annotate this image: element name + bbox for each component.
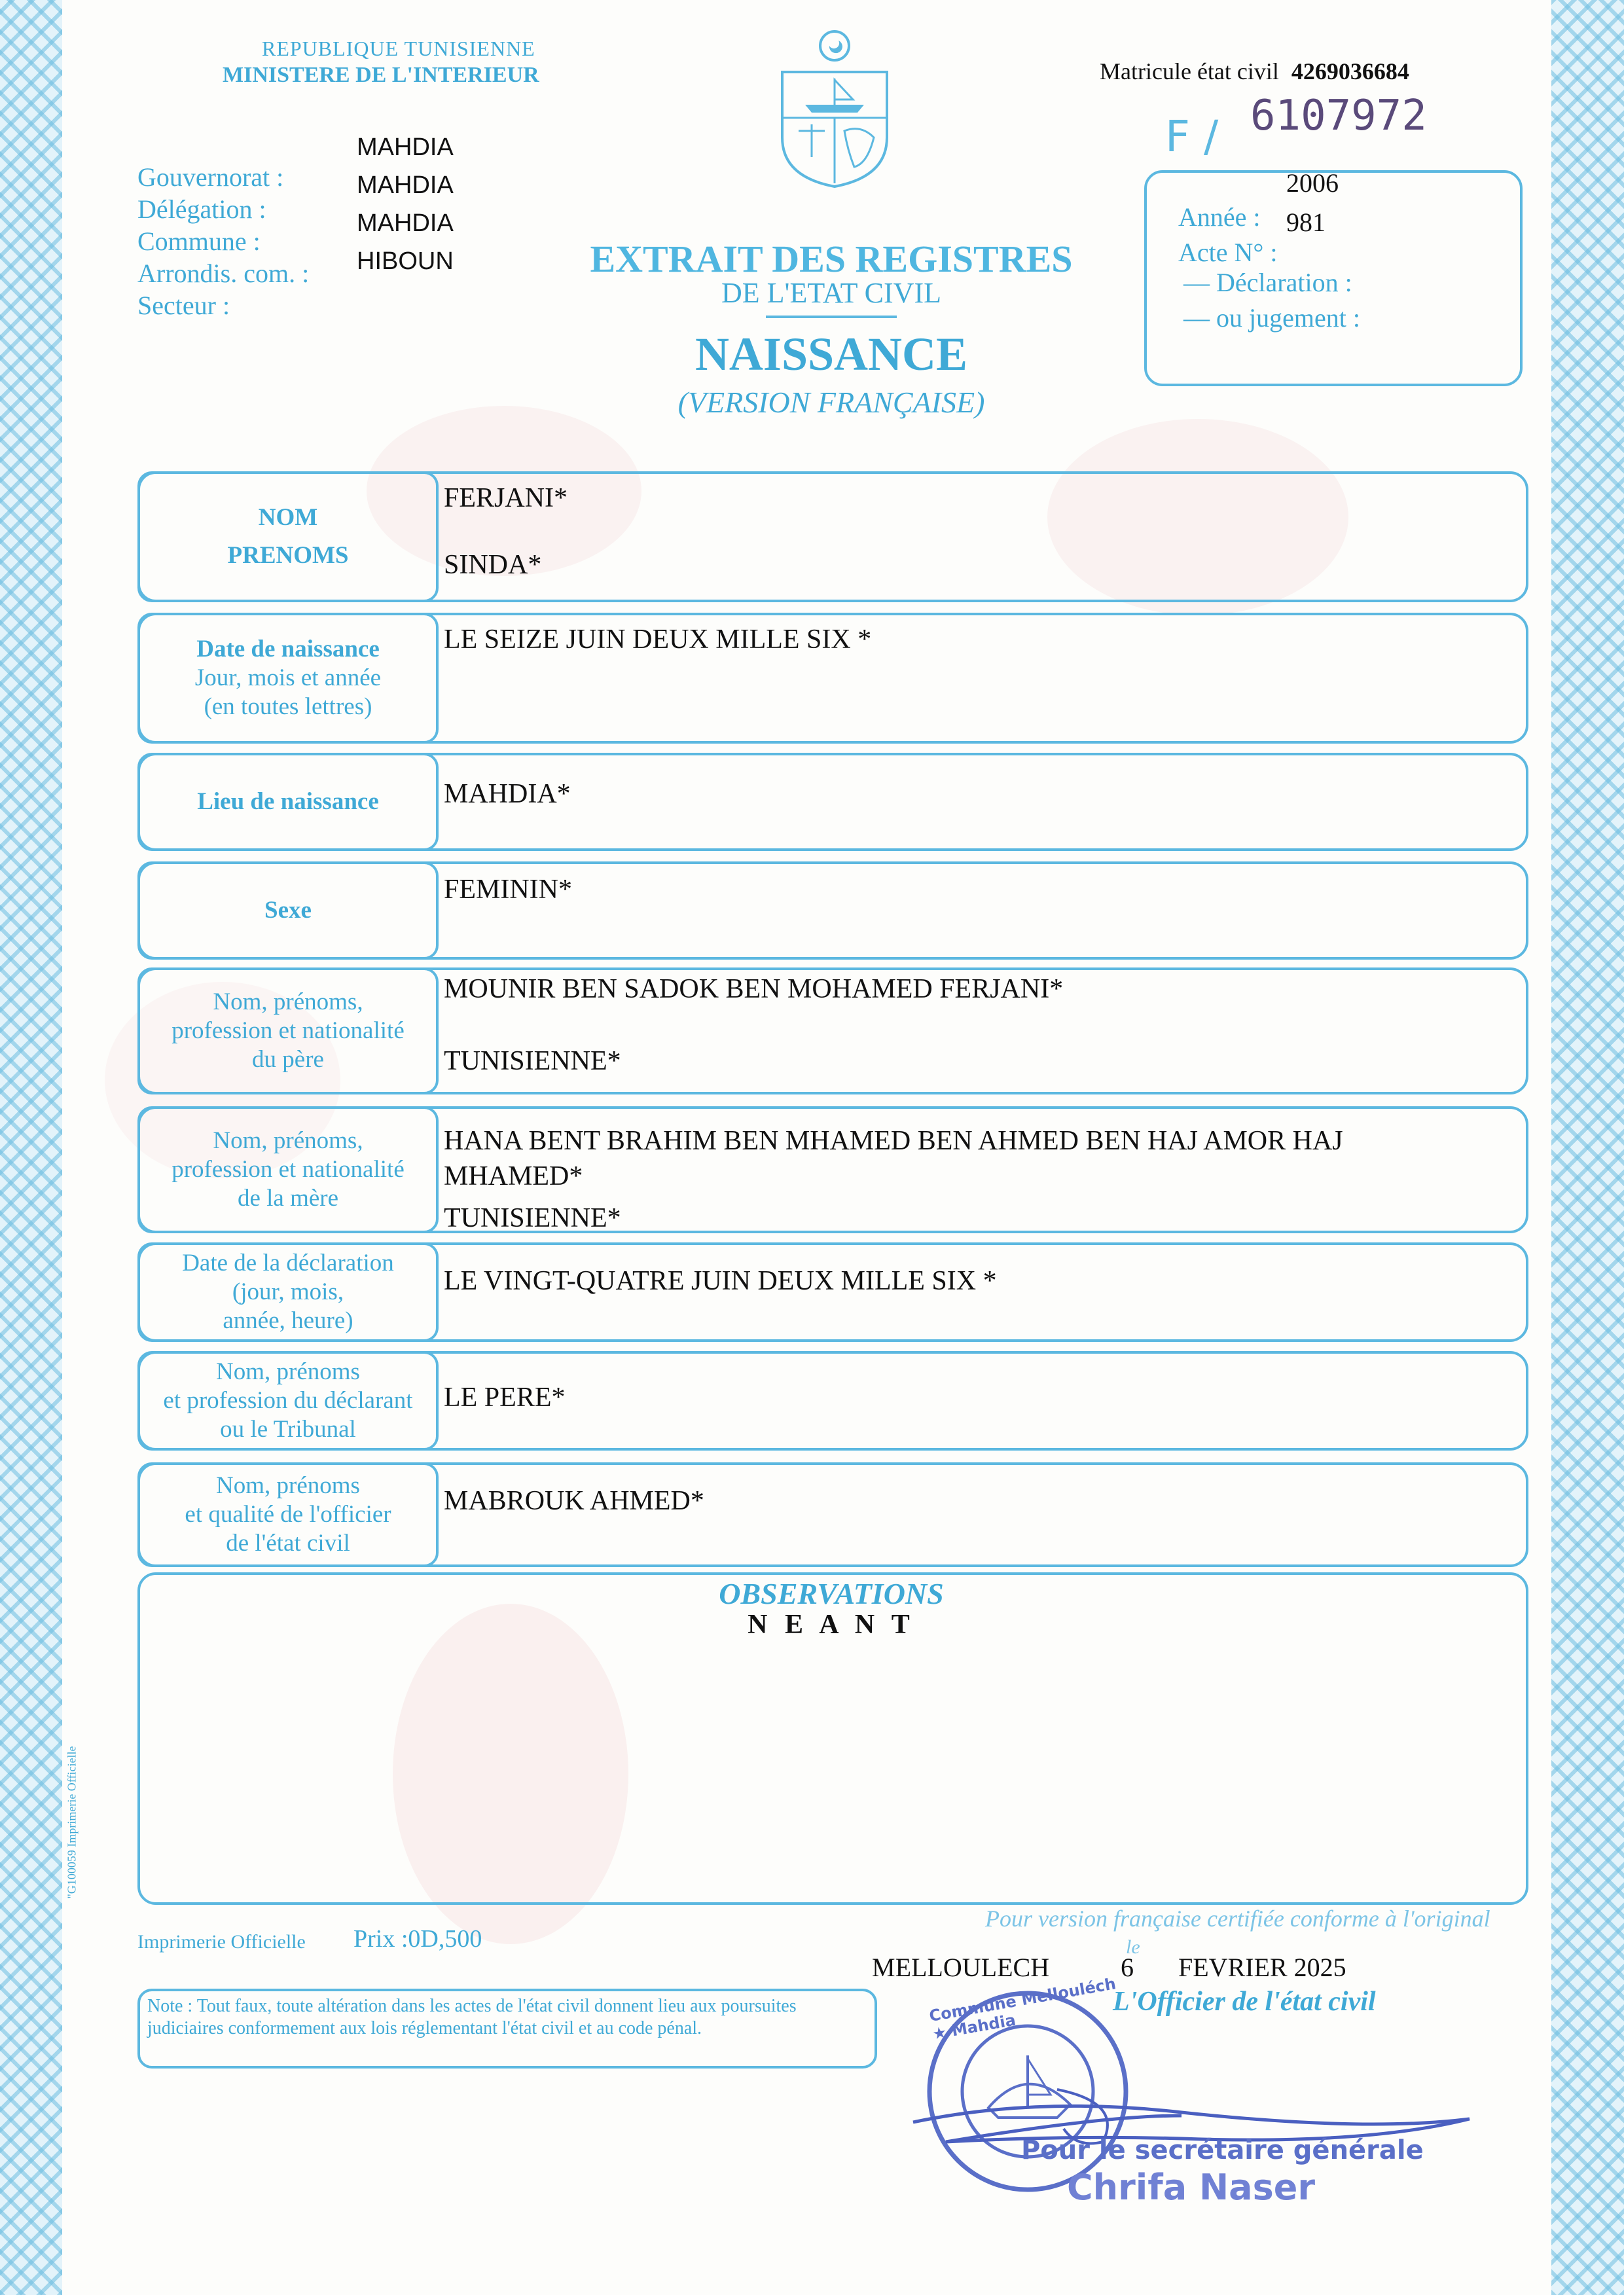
secteur-label: Secteur : [137, 291, 230, 320]
jugement-label: — ou jugement : [1183, 303, 1360, 333]
certified-statement: Pour version française certifiée conforme à l'original [985, 1906, 1490, 1932]
side-printer-code: "G100059 Imprimerie Officielle [65, 1746, 79, 1899]
stamp-ring-text: Commune Mellouléch ★ Mahdia [928, 1974, 1117, 2044]
sexe-label: Sexe [264, 897, 312, 924]
annee-label: Année : [1178, 202, 1261, 232]
lieu-label: Lieu de naissance [197, 788, 379, 815]
officer-title: L'Officier de l'état civil [1113, 1987, 1376, 2017]
declaration-date-sublabel: année, heure) [223, 1307, 353, 1334]
lieu-label-cell [137, 753, 439, 851]
commune-label: Commune : [137, 226, 261, 256]
mere-name-value-cont: MHAMED* [444, 1161, 583, 1191]
legal-note: Note : Tout faux, toute altération dans les actes de l'état civil donnent lieu aux poursuites judiciaires conformement aux lois réglementant l'état civil et au code pénal. [147, 1996, 797, 2038]
declarant-value: LE PERE* [444, 1382, 566, 1413]
version-francaise: (VERSION FRANÇAISE) [677, 386, 985, 419]
observations-value: N E A N T [748, 1610, 915, 1640]
signature-line-1: Pour le secrétaire générale [1021, 2135, 1424, 2165]
mere-label-line: de la mère [237, 1185, 339, 1212]
declarant-label-line: Nom, prénoms [216, 1358, 360, 1385]
document-subtitle: DE L'ETAT CIVIL [721, 277, 941, 309]
arrondissement-value: HIBOUN [357, 247, 454, 275]
pere-label-line: du père [252, 1046, 324, 1073]
serial-number: 6107972 [1250, 92, 1427, 140]
document-title: EXTRAIT DES REGISTRES [590, 238, 1073, 280]
delegation-label: Délégation : [137, 194, 266, 224]
declaration-date-value: LE VINGT-QUATRE JUIN DEUX MILLE SIX * [444, 1266, 997, 1296]
printer-label: Imprimerie Officielle [137, 1931, 306, 1953]
location-values [357, 128, 454, 280]
officier-label-line: Nom, prénoms [216, 1472, 360, 1499]
acte-number-label: Acte N° : [1178, 238, 1278, 267]
pere-nationality-value: TUNISIENNE* [444, 1046, 621, 1076]
republic-heading: REPUBLIQUE TUNISIENNE [262, 37, 535, 60]
month-year-value: FEVRIER 2025 [1178, 1953, 1346, 1982]
price-label: Prix :0D,500 [353, 1925, 482, 1953]
dob-value: LE SEIZE JUIN DEUX MILLE SIX * [444, 624, 872, 655]
lieu-value: MAHDIA* [444, 779, 571, 809]
acte-number-value: 981 [1286, 208, 1326, 237]
matricule-line [1100, 58, 1409, 85]
nom-value: FERJANI* [444, 483, 568, 513]
observations-label: OBSERVATIONS [719, 1577, 944, 1610]
nom-prenoms-label-cell [137, 471, 439, 602]
pere-label-cell [137, 967, 439, 1094]
commune-value: MAHDIA [357, 209, 454, 237]
declaration-date-sublabel: (jour, mois, [232, 1278, 344, 1305]
place-value: MELLOULECH [872, 1953, 1050, 1982]
title-divider [766, 316, 897, 318]
officier-label-line: et qualité de l'officier [185, 1501, 391, 1528]
declarant-label-line: ou le Tribunal [220, 1416, 356, 1443]
declaration-label-cell [137, 1242, 439, 1342]
sexe-label-cell [137, 861, 439, 960]
coat-of-arms-emblem [769, 26, 900, 190]
annee-value: 2006 [1286, 168, 1339, 198]
date-naissance-label-cell [137, 613, 439, 744]
declarant-label-cell [137, 1351, 439, 1451]
mere-nationality-value: TUNISIENNE* [444, 1203, 621, 1233]
day-value: 6 [1121, 1953, 1134, 1982]
sexe-value: FEMININ* [444, 875, 572, 905]
pere-label-line: Nom, prénoms, [213, 988, 363, 1015]
mere-label-cell [137, 1106, 439, 1233]
right-guilloche-border [1551, 0, 1624, 2295]
naissance-title: NAISSANCE [695, 328, 968, 380]
mere-label-line: profession et nationalité [171, 1156, 405, 1183]
mere-label-line: Nom, prénoms, [213, 1127, 363, 1154]
signature-line-2: Chrifa Naser [1067, 2167, 1315, 2208]
prenoms-value: SINDA* [444, 550, 542, 580]
serial-prefix: F / [1165, 111, 1219, 162]
declaration-label: — Déclaration : [1183, 268, 1352, 297]
ministry-heading: MINISTERE DE L'INTERIEUR [223, 63, 539, 87]
dob-sublabel: (en toutes lettres) [204, 693, 372, 720]
le-label: le [1126, 1936, 1140, 1958]
left-guilloche-border [0, 0, 62, 2295]
officier-label-line: de l'état civil [226, 1530, 350, 1557]
arrondissement-label: Arrondis. com. : [137, 259, 310, 288]
location-labels [137, 161, 309, 321]
declarant-label-line: et profession du déclarant [163, 1387, 413, 1414]
pere-label-line: profession et nationalité [171, 1017, 405, 1044]
officier-label-cell [137, 1462, 439, 1567]
officier-value: MABROUK AHMED* [444, 1486, 704, 1516]
delegation-value: MAHDIA [357, 172, 454, 199]
nom-label: NOM [258, 504, 318, 531]
dob-label: Date de naissance [196, 636, 380, 662]
matricule-label: Matricule état civil [1100, 58, 1279, 84]
prenoms-label: PRENOMS [227, 542, 349, 569]
declaration-date-label: Date de la déclaration [182, 1250, 394, 1276]
dob-sublabel: Jour, mois et année [194, 664, 382, 691]
pere-name-value: MOUNIR BEN SADOK BEN MOHAMED FERJANI* [444, 974, 1064, 1004]
gouvernorat-label: Gouvernorat : [137, 162, 284, 192]
matricule-value: 4269036684 [1291, 58, 1409, 84]
gouvernorat-value: MAHDIA [357, 134, 454, 161]
mere-name-value: HANA BENT BRAHIM BEN MHAMED BEN AHMED BEN HAJ AMOR HAJ [444, 1126, 1343, 1156]
